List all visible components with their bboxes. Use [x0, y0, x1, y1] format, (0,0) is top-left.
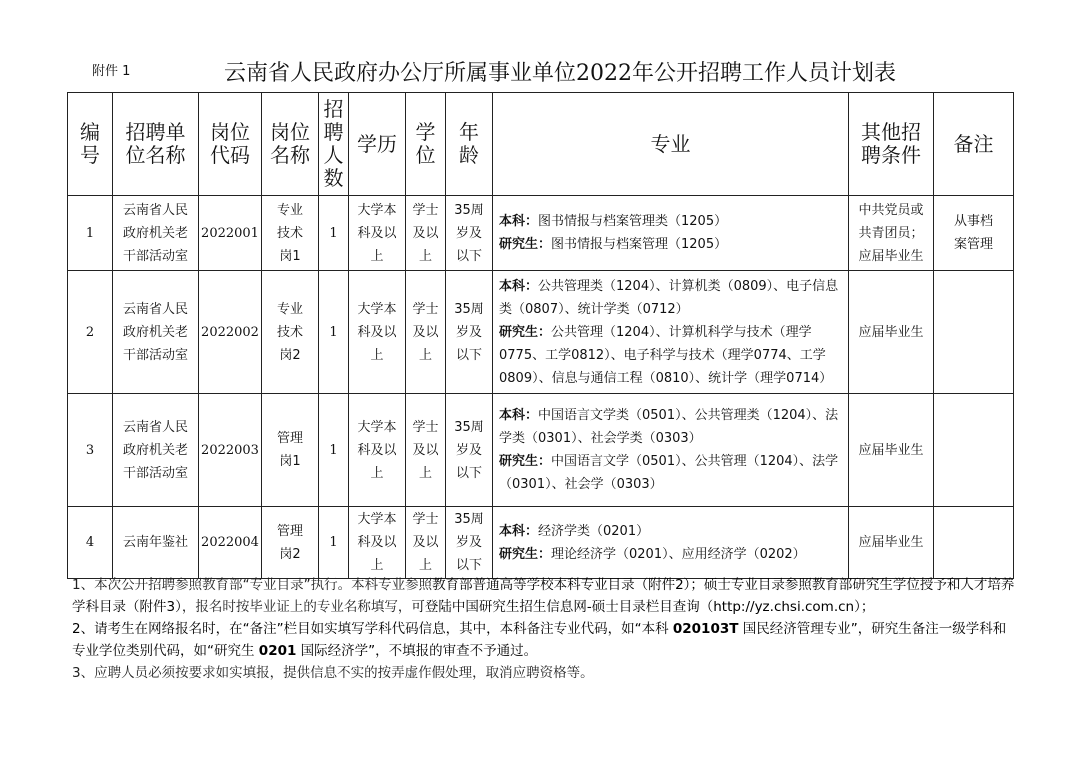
cell-major: 本科：经济学类（0201） 研究生：理论经济学（0201）、应用经济学（0202） — [493, 507, 849, 579]
cell-degree: 学士及以上 — [406, 196, 446, 271]
cell-post: 专业技术岗1 — [262, 196, 319, 271]
cell-edu: 大学本科及以上 — [349, 271, 406, 394]
cell-other: 应届毕业生 — [849, 271, 934, 394]
header-code: 岗位代码 — [199, 93, 262, 196]
table-row — [68, 394, 1014, 507]
cell-post: 管理岗2 — [262, 507, 319, 579]
header-no: 编号 — [68, 93, 113, 196]
cell-major: 本科：公共管理类（1204）、计算机类（0809）、电子信息类（0807）、统计学类（0712） 研究生：公共管理（1204）、计算机科学与技术（理学0775、工学0812）、电子科学与技术（理学0774、工学0809）、信息与通信工程（0810）、统计学（理学0714） — [493, 271, 849, 394]
cell-age: 35周岁及以下 — [446, 271, 493, 394]
cell-edu: 大学本科及以上 — [349, 394, 406, 507]
attachment-label: 附件 1 — [92, 64, 131, 79]
cell-code: 2022001 — [199, 196, 262, 271]
cell-unit: 云南年鉴社 — [113, 507, 199, 579]
cell-edu: 大学本科及以上 — [349, 196, 406, 271]
cell-code: 2022003 — [199, 394, 262, 507]
header-post: 岗位名称 — [262, 93, 319, 196]
cell-remark — [934, 394, 1014, 507]
footnotes — [72, 574, 1017, 684]
header-other: 其他招聘条件 — [849, 93, 934, 196]
cell-major: 本科：中国语言文学类（0501）、公共管理类（1204）、法学类（0301）、社会学类（0303） 研究生：中国语言文学（0501）、公共管理（1204）、法学（0301）、社会学（0303） — [493, 394, 849, 507]
cell-remark — [934, 271, 1014, 394]
cell-count: 1 — [319, 196, 349, 271]
cell-degree: 学士及以上 — [406, 507, 446, 579]
cell-age: 35周岁及以下 — [446, 507, 493, 579]
table-row — [68, 507, 1014, 579]
cell-count: 1 — [319, 507, 349, 579]
table-row — [68, 271, 1014, 394]
document-title: 云南省人民政府办公厅所属事业单位2022年公开招聘工作人员计划表 — [224, 61, 896, 86]
recruitment-plan-table — [67, 92, 1014, 579]
cell-no: 3 — [68, 394, 113, 507]
cell-age: 35周岁及以下 — [446, 196, 493, 271]
cell-no: 2 — [68, 271, 113, 394]
cell-unit: 云南省人民政府机关老干部活动室 — [113, 196, 199, 271]
cell-post: 管理岗1 — [262, 394, 319, 507]
header-unit: 招聘单位名称 — [113, 93, 199, 196]
cell-unit: 云南省人民政府机关老干部活动室 — [113, 394, 199, 507]
cell-other: 中共党员或共青团员；应届毕业生 — [849, 196, 934, 271]
cell-post: 专业技术岗2 — [262, 271, 319, 394]
cell-code: 2022002 — [199, 271, 262, 394]
cell-count: 1 — [319, 271, 349, 394]
cell-degree: 学士及以上 — [406, 394, 446, 507]
cell-unit: 云南省人民政府机关老干部活动室 — [113, 271, 199, 394]
note-2: 2、请考生在网络报名时，在“备注”栏目如实填写学科代码信息，其中，本科备注专业代码，如“本科 020103T 国民经济管理专业”，研究生备注一级学科和专业学位类别代码，如“研究生 0201 国际经济学”，不填报的审查不予通过。 — [72, 621, 1007, 659]
cell-major: 本科：图书情报与档案管理类（1205） 研究生：图书情报与档案管理（1205） — [493, 196, 849, 271]
cell-remark — [934, 507, 1014, 579]
note-1: 1、本次公开招聘参照教育部“专业目录”执行。本科专业参照教育部普通高等学校本科专业目录（附件2）；硕士专业目录参照教育部研究生学位授予和人才培养学科目录（附件3），报名时按毕业证上的专业名称填写，可登陆中国研究生招生信息网-硕士目录栏目查询（http://yz.chsi.com.cn）； — [72, 577, 1015, 615]
header-degree: 学位 — [406, 93, 446, 196]
header-remark: 备注 — [934, 93, 1014, 196]
cell-no: 1 — [68, 196, 113, 271]
note-3: 3、应聘人员必须按要求如实填报，提供信息不实的按弄虚作假处理，取消应聘资格等。 — [72, 665, 594, 681]
cell-no: 4 — [68, 507, 113, 579]
cell-count: 1 — [319, 394, 349, 507]
header-count: 招聘人数 — [319, 93, 349, 196]
header-row — [68, 93, 1014, 196]
table-row — [68, 196, 1014, 271]
cell-other: 应届毕业生 — [849, 394, 934, 507]
header-edu: 学历 — [349, 93, 406, 196]
cell-other: 应届毕业生 — [849, 507, 934, 579]
cell-degree: 学士及以上 — [406, 271, 446, 394]
header-major: 专业 — [493, 93, 849, 196]
cell-age: 35周岁及以下 — [446, 394, 493, 507]
cell-remark: 从事档案管理 — [934, 196, 1014, 271]
header-age: 年龄 — [446, 93, 493, 196]
cell-edu: 大学本科及以上 — [349, 507, 406, 579]
cell-code: 2022004 — [199, 507, 262, 579]
